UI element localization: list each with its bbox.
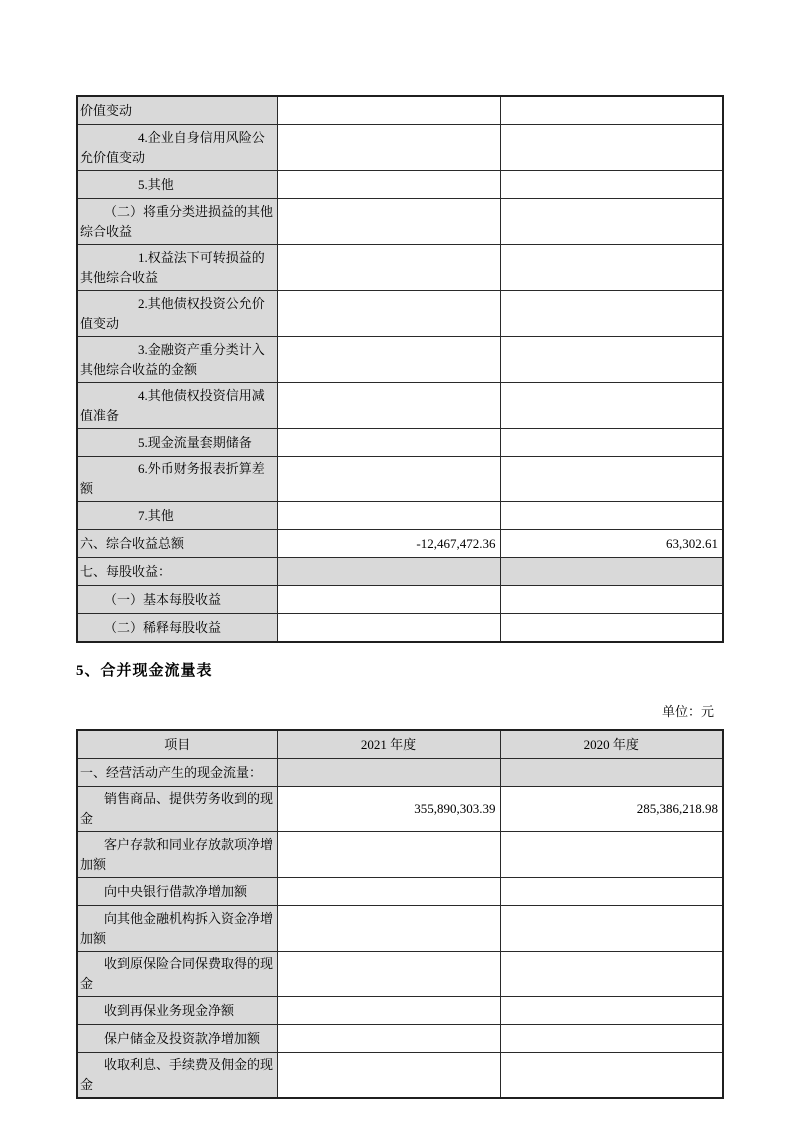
row-label: （一）基本每股收益 — [77, 586, 277, 614]
value-2021 — [277, 125, 500, 171]
value-2021 — [277, 878, 500, 906]
row-label: 收到再保业务现金净额 — [77, 997, 277, 1025]
table-row — [77, 586, 723, 614]
table-row — [77, 171, 723, 199]
table-row — [77, 997, 723, 1025]
value-2021 — [277, 171, 500, 199]
value-2021 — [277, 96, 500, 125]
row-label: 一、经营活动产生的现金流量： — [77, 759, 277, 787]
table-row — [77, 952, 723, 997]
value-2020 — [500, 429, 723, 457]
row-label: 5.其他 — [77, 171, 277, 199]
row-label: 七、每股收益： — [77, 558, 277, 586]
table-row — [77, 337, 723, 383]
table-row — [77, 787, 723, 832]
table-row — [77, 502, 723, 530]
row-label: 六、综合收益总额 — [77, 530, 277, 558]
table-row — [77, 457, 723, 502]
value-2020 — [500, 759, 723, 787]
row-label: （二）将重分类进损益的其他综合收益 — [77, 199, 277, 245]
value-2020 — [500, 586, 723, 614]
row-label: 收取利息、手续费及佣金的现金 — [77, 1053, 277, 1099]
value-2020 — [500, 291, 723, 337]
value-2021: -12,467,472.36 — [277, 530, 500, 558]
value-2020 — [500, 952, 723, 997]
comprehensive-income-table — [76, 95, 724, 643]
table-row — [77, 199, 723, 245]
row-label: 向其他金融机构拆入资金净增加额 — [77, 906, 277, 952]
value-2021 — [277, 337, 500, 383]
unit-label: 单位：元 — [661, 704, 714, 719]
value-2021 — [277, 429, 500, 457]
table-row — [77, 530, 723, 558]
value-2020: 285,386,218.98 — [500, 787, 723, 832]
table-row — [77, 614, 723, 643]
row-label: 2.其他债权投资公允价值变动 — [77, 291, 277, 337]
cashflow-table — [76, 729, 724, 1099]
value-2020 — [500, 878, 723, 906]
value-2021 — [277, 558, 500, 586]
row-label: 保户储金及投资款净增加额 — [77, 1025, 277, 1053]
value-2020 — [500, 1053, 723, 1099]
value-2021 — [277, 1025, 500, 1053]
row-label: 7.其他 — [77, 502, 277, 530]
value-2020 — [500, 906, 723, 952]
value-2020 — [500, 832, 723, 878]
value-2020 — [500, 502, 723, 530]
value-2021 — [277, 291, 500, 337]
section-heading: 5、合并现金流量表 — [76, 663, 213, 679]
value-2021 — [277, 502, 500, 530]
row-label: 客户存款和同业存放款项净增加额 — [77, 832, 277, 878]
table-row — [77, 906, 723, 952]
table-row — [77, 125, 723, 171]
value-2021 — [277, 457, 500, 502]
row-label: 价值变动 — [77, 96, 277, 125]
value-2020 — [500, 337, 723, 383]
col-header-item: 项目 — [77, 730, 277, 759]
value-2021 — [277, 906, 500, 952]
value-2020 — [500, 199, 723, 245]
table-row — [77, 245, 723, 291]
value-2021 — [277, 997, 500, 1025]
value-2020 — [500, 383, 723, 429]
table-row — [77, 1053, 723, 1099]
row-label: 5.现金流量套期储备 — [77, 429, 277, 457]
row-label: 收到原保险合同保费取得的现金 — [77, 952, 277, 997]
table-row — [77, 291, 723, 337]
table-row — [77, 383, 723, 429]
table-row — [77, 429, 723, 457]
row-label: 销售商品、提供劳务收到的现金 — [77, 787, 277, 832]
table-row — [77, 878, 723, 906]
row-label: （二）稀释每股收益 — [77, 614, 277, 643]
value-2020 — [500, 245, 723, 291]
col-header-2021: 2021 年度 — [277, 730, 500, 759]
table-row — [77, 832, 723, 878]
row-label: 3.金融资产重分类计入其他综合收益的金额 — [77, 337, 277, 383]
value-2021: 355,890,303.39 — [277, 787, 500, 832]
value-2021 — [277, 1053, 500, 1099]
value-2020 — [500, 96, 723, 125]
value-2020 — [500, 1025, 723, 1053]
value-2021 — [277, 586, 500, 614]
value-2021 — [277, 245, 500, 291]
cashflow-header-row — [77, 730, 723, 759]
value-2020 — [500, 997, 723, 1025]
col-header-2020: 2020 年度 — [500, 730, 723, 759]
value-2020 — [500, 457, 723, 502]
value-2020: 63,302.61 — [500, 530, 723, 558]
row-label: 6.外币财务报表折算差额 — [77, 457, 277, 502]
value-2020 — [500, 171, 723, 199]
value-2021 — [277, 383, 500, 429]
value-2021 — [277, 952, 500, 997]
row-label: 向中央银行借款净增加额 — [77, 878, 277, 906]
table-row — [77, 558, 723, 586]
value-2021 — [277, 614, 500, 643]
row-label: 4.其他债权投资信用减值准备 — [77, 383, 277, 429]
value-2020 — [500, 125, 723, 171]
row-label: 4.企业自身信用风险公允价值变动 — [77, 125, 277, 171]
value-2021 — [277, 832, 500, 878]
table-row — [77, 759, 723, 787]
value-2020 — [500, 558, 723, 586]
value-2021 — [277, 199, 500, 245]
value-2020 — [500, 614, 723, 643]
table-row — [77, 96, 723, 125]
row-label: 1.权益法下可转损益的其他综合收益 — [77, 245, 277, 291]
table-row — [77, 1025, 723, 1053]
value-2021 — [277, 759, 500, 787]
